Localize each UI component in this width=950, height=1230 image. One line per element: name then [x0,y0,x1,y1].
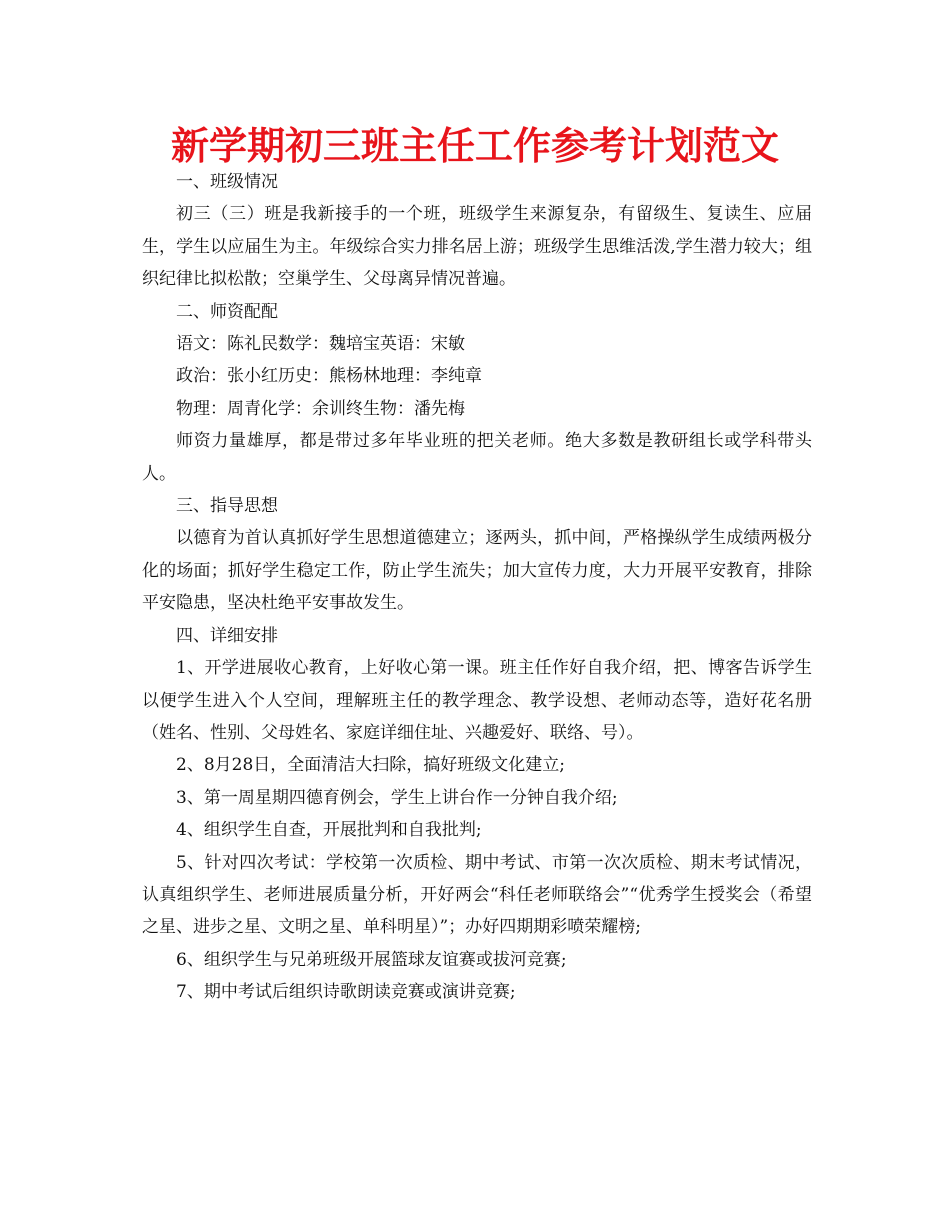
arrangement-item-1: 1、开学进展收心教育，上好收心第一课。班主任作好自我介绍，把、博客告诉学生以便学生进入个人空间，理解班主任的教学理念、教学设想、老师动态等，造好花名册（姓名、性别、父母姓名、家庭详细住址、兴趣爱好、联络、号）。 [142,658,812,743]
section-heading-arrangements: 四、详细安排 [176,625,278,646]
arrangement-item-3: 3、第一周星期四德育例会，学生上讲台作一分钟自我介绍; [176,787,618,808]
document-title: 新学期初三班主任工作参考计划范文 [170,124,779,168]
paragraph-teachers: 师资力量雄厚，都是带过多年毕业班的把关老师。绝大多数是教研组长或学科带头人。 [142,431,812,484]
paragraph-class-situation: 初三（三）班是我新接手的一个班，班级学生来源复杂，有留级生、复读生、应届生，学生以应届生为主。年级综合实力排名居上游；班级学生思维活泼,学生潜力较大；组织纪律比拟松散；空巢学生、父母离异情况普遍。 [142,204,812,290]
teacher-line-3: 物理：周青化学：余训终生物：潘先梅 [176,398,465,419]
arrangement-item-2: 2、8月28日，全面清洁大扫除，搞好班级文化建立; [176,755,565,776]
teacher-line-1: 语文：陈礼民数学：魏培宝英语：宋敏 [176,334,465,355]
section-heading-class-situation: 一、班级情况 [176,172,278,192]
arrangement-item-5: 5、针对四次考试：学校第一次质检、期中考试、市第一次次质检、期末考试情况，认真组织学生、老师进展质量分析，开好两会“科任老师联络会”“优秀学生授奖会（希望之星、进步之星、文明之星、单科明星）”；办好四期期彩喷荣耀榜; [142,852,812,938]
arrangement-item-7: 7、期中考试后组织诗歌朗读竞赛或演讲竞赛; [176,982,516,1003]
teacher-line-2: 政治：张小红历史：熊杨林地理：李纯章 [176,366,482,387]
section-heading-teachers: 二、师资配配 [176,301,278,322]
paragraph-guiding-thought: 以德育为首认真抓好学生思想道德建立；逐两头，抓中间，严格操纵学生成绩两极分化的场面；抓好学生稳定工作，防止学生流失；加大宣传力度，大力开展平安教育，排除平安隐患，坚决杜绝平安事故发生。 [142,528,812,614]
document-body [142,166,812,1009]
arrangement-item-4: 4、组织学生自查，开展批判和自我批判; [176,820,482,841]
arrangement-item-6: 6、组织学生与兄弟班级开展篮球友谊赛或拔河竞赛; [176,949,567,970]
section-heading-guiding-thought: 三、指导思想 [176,496,278,517]
